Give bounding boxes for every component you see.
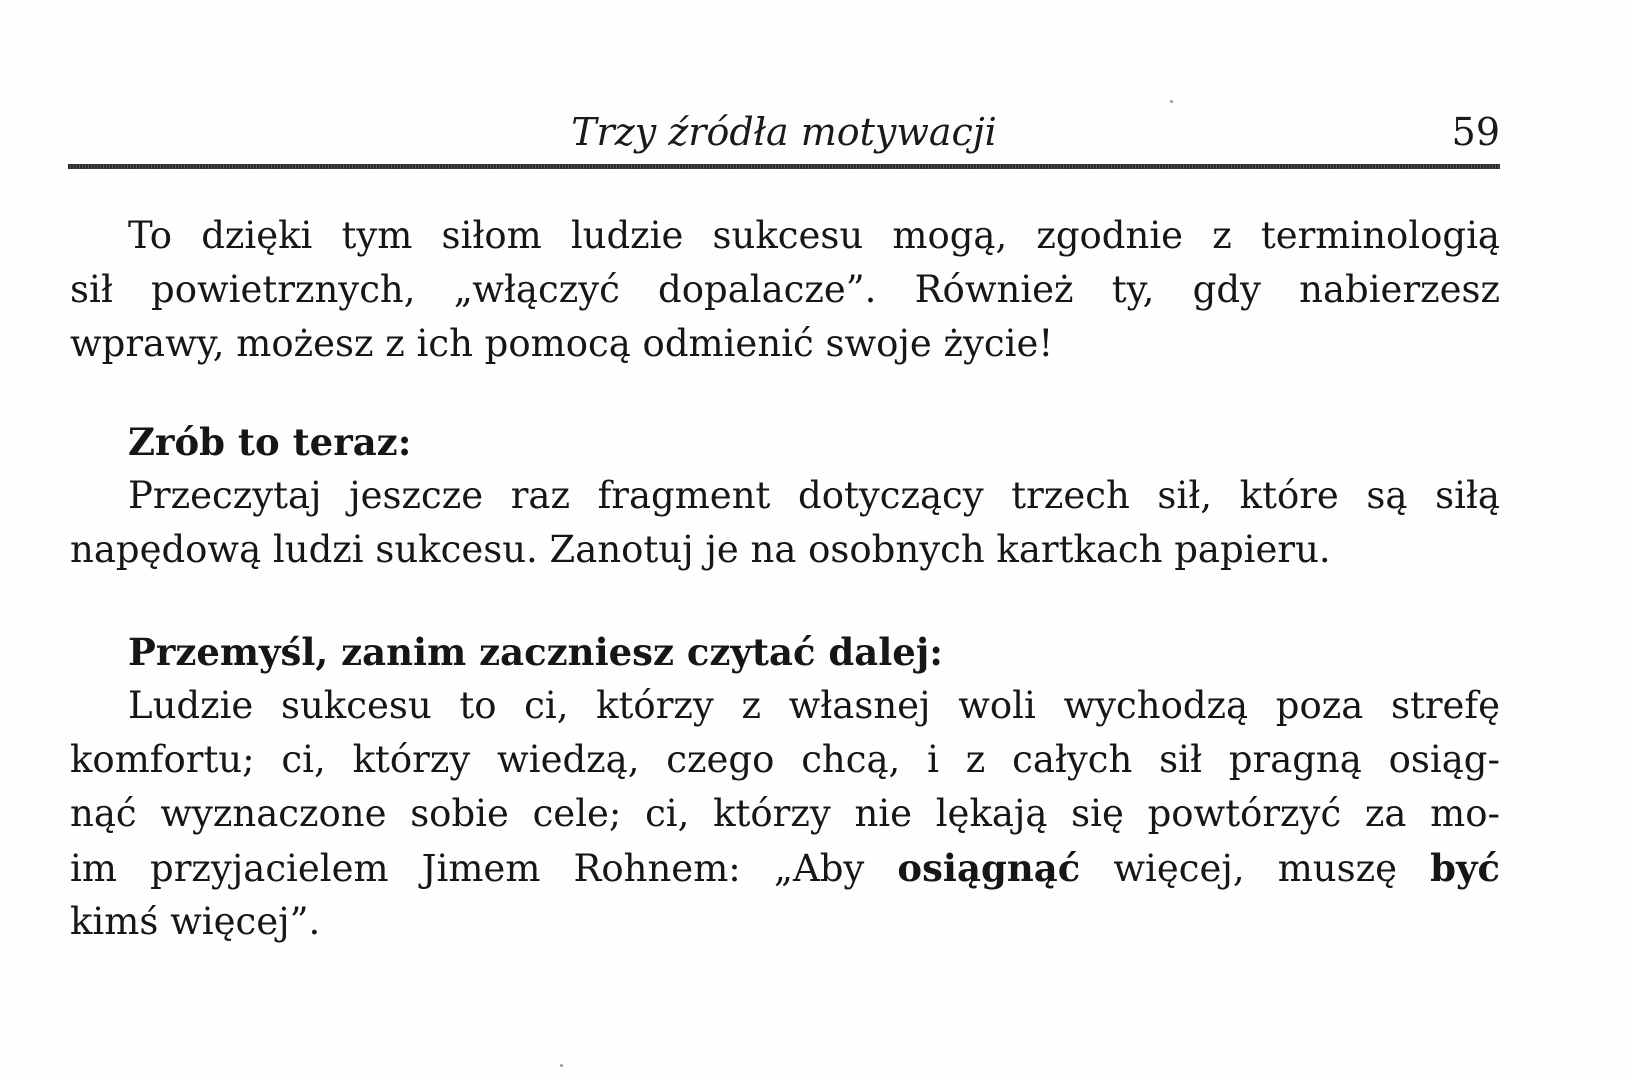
- text-line: wprawy, możesz z ich pomocą odmienić swoje życie!: [70, 322, 1054, 365]
- text-line: To dzięki tym siłom ludzie sukcesu mogą, zgodnie z terminologią: [128, 214, 1500, 257]
- text-line: kimś więcej”.: [70, 900, 321, 943]
- chapter-title: Trzy źródła motywacji: [571, 110, 997, 154]
- scan-speck: [560, 1064, 563, 1067]
- emphasis-word: osiągnąć: [897, 846, 1081, 890]
- section-think-before-reading: [70, 625, 1500, 949]
- text-line-quote: [70, 841, 1500, 895]
- text-line: komfortu; ci, którzy wiedzą, czego chcą, i z całych sił pragną osiąg-: [70, 738, 1500, 781]
- text-line: Ludzie sukcesu to ci, którzy z własnej woli wychodzą poza strefę: [128, 684, 1500, 727]
- quote-text: im przyjacielem Jimem Rohnem: „Aby: [70, 847, 898, 890]
- scan-speck: [1170, 100, 1173, 103]
- page-number: 59: [1451, 110, 1500, 154]
- emphasis-word: być: [1430, 846, 1500, 890]
- text-line: Przeczytaj jeszcze raz fragment dotyczący trzech sił, które są siłą: [128, 474, 1500, 517]
- running-header: [68, 108, 1500, 156]
- section-heading: Przemyśl, zanim zaczniesz czytać dalej:: [128, 630, 943, 674]
- text-line: nąć wyznaczone sobie cele; ci, którzy nie lękają się powtórzyć za mo-: [70, 792, 1500, 835]
- header-rule: [68, 164, 1500, 169]
- text-line: sił powietrznych, „włączyć dopalacze”. Również ty, gdy nabierzesz: [70, 268, 1500, 311]
- paragraph-intro: [70, 209, 1500, 371]
- text-line: napędową ludzi sukcesu. Zanotuj je na osobnych kartkach papieru.: [70, 528, 1331, 571]
- section-do-it-now: [70, 415, 1500, 577]
- quote-text: więcej, muszę: [1080, 847, 1431, 890]
- section-heading: Zrób to teraz:: [128, 420, 412, 464]
